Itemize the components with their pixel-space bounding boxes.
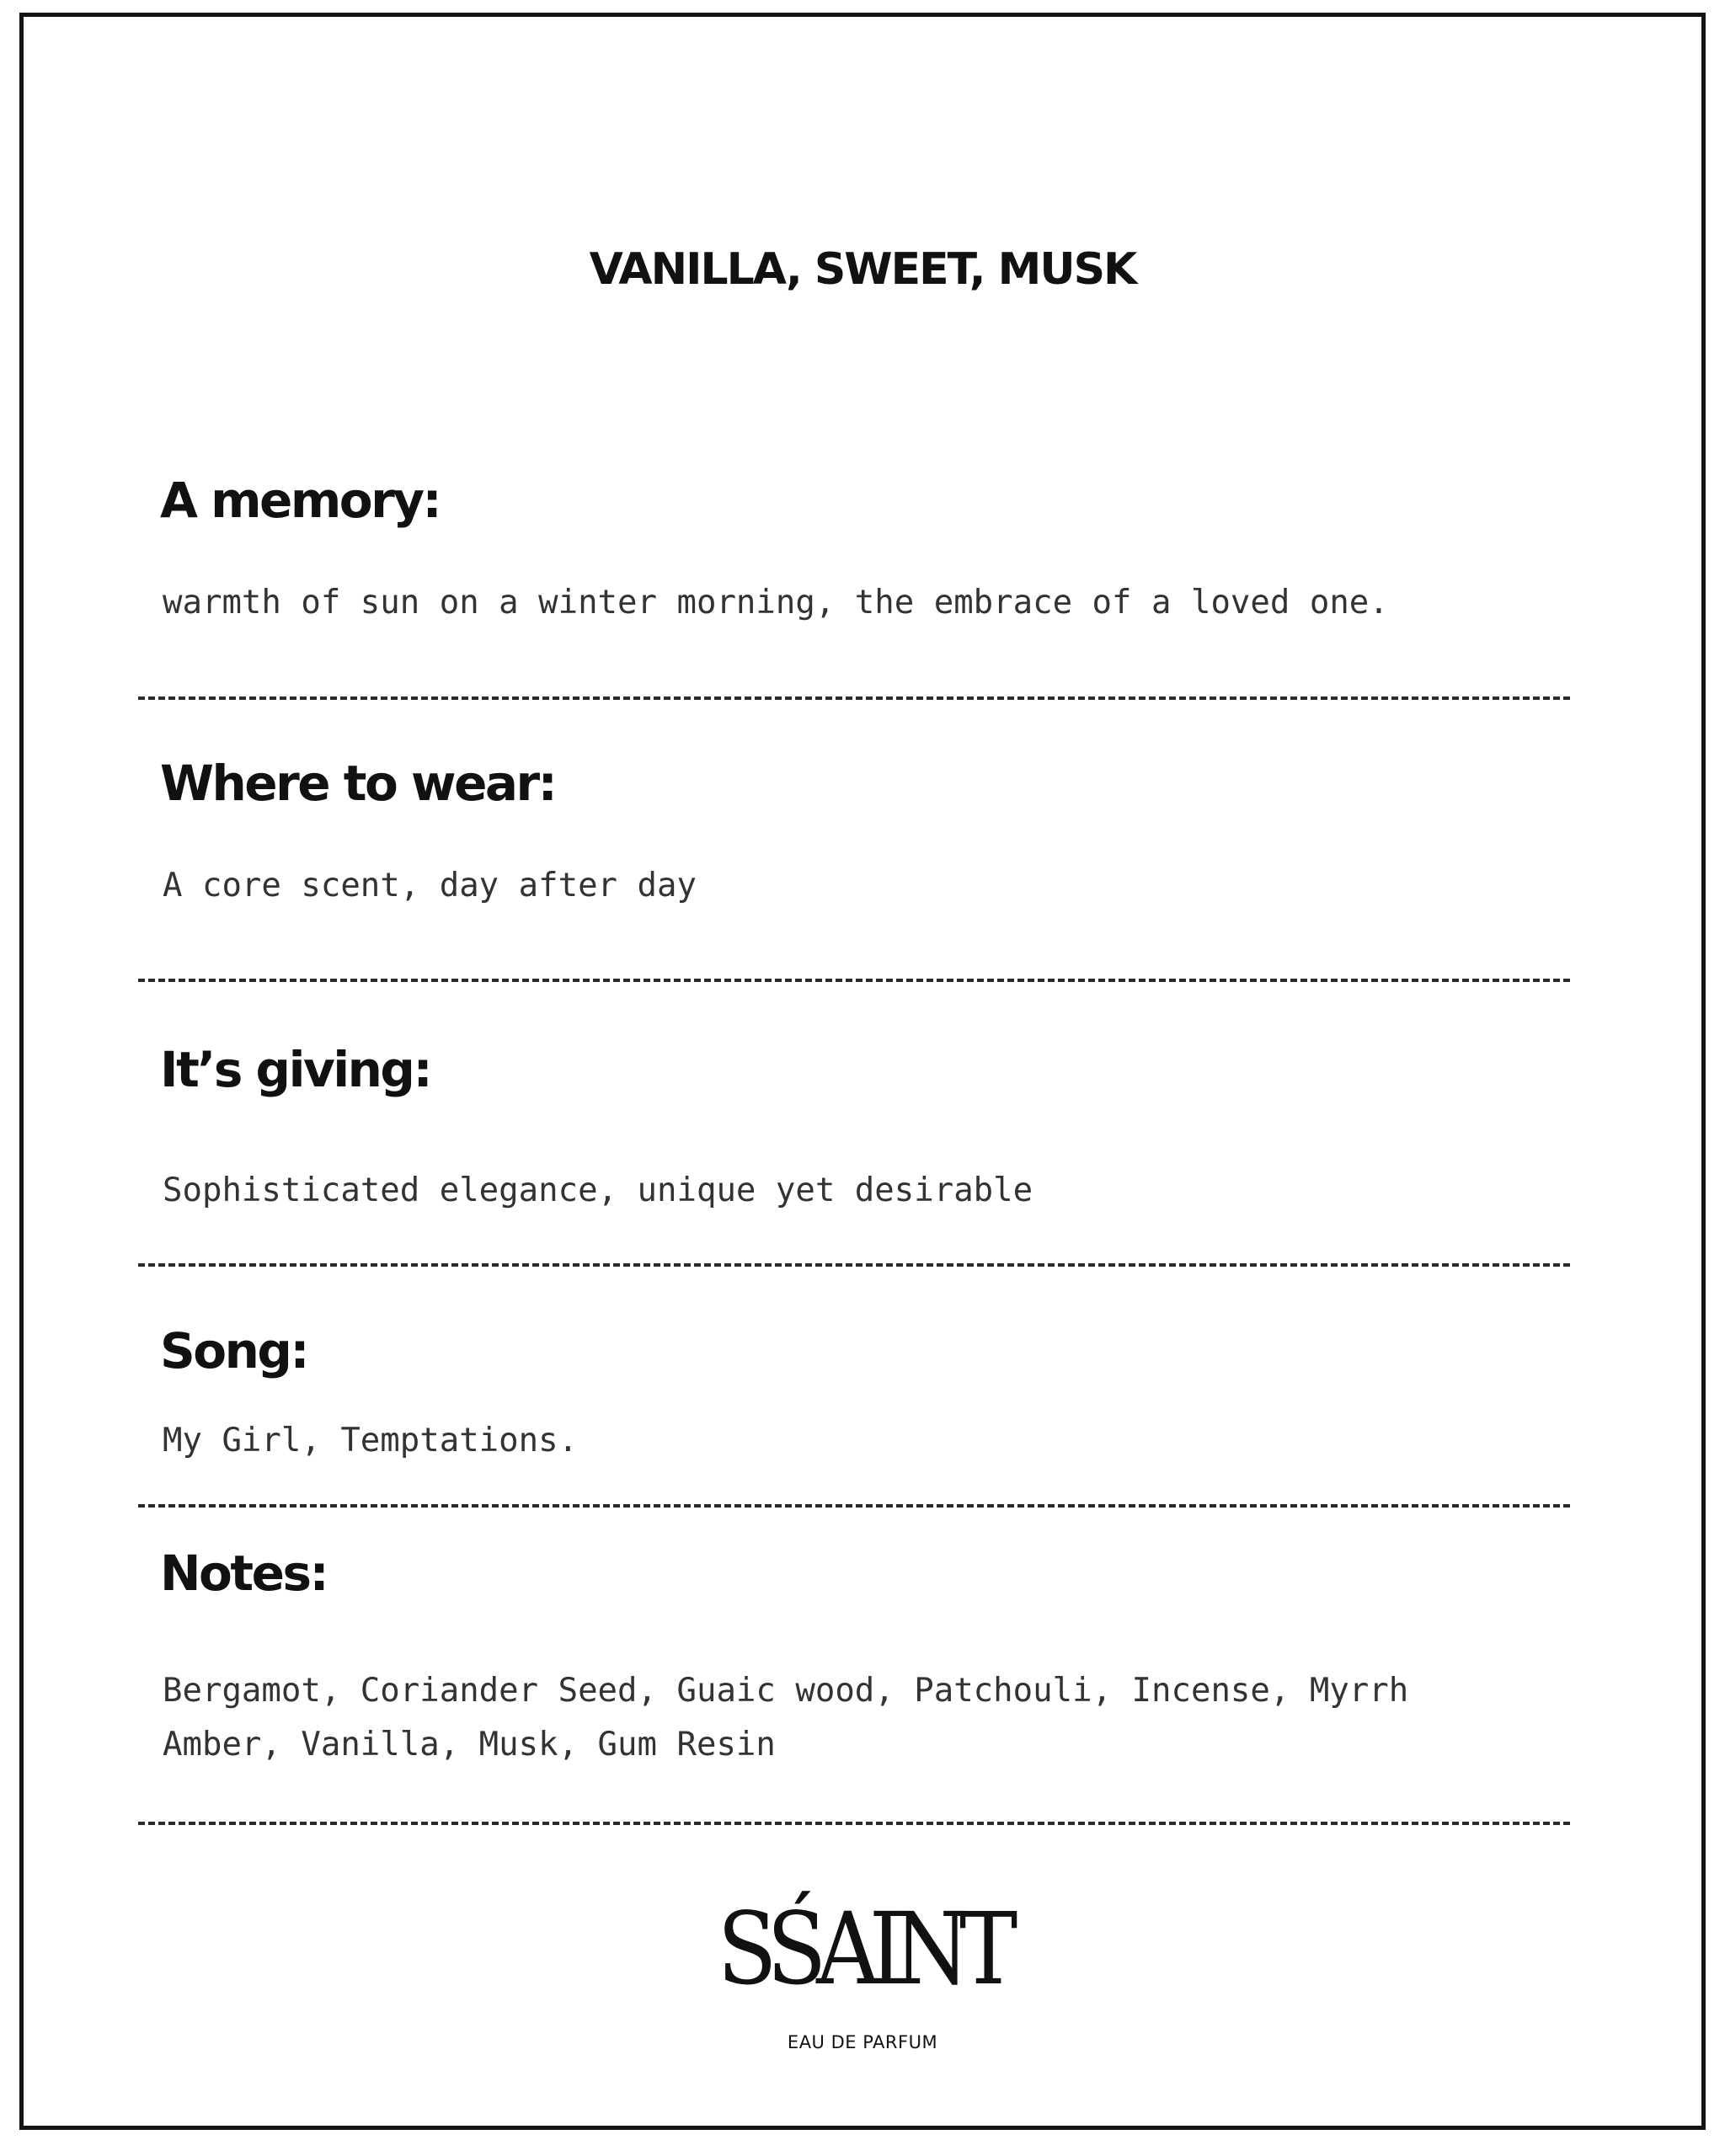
section-divider (138, 696, 1570, 700)
section-divider (138, 1822, 1570, 1825)
card-title: VANILLA, SWEET, MUSK (589, 244, 1136, 295)
brand-logo (24, 1891, 1701, 2007)
brand-logo-mark: SŚAINT (717, 1891, 1008, 2007)
section-divider (138, 1263, 1570, 1267)
section-text-song: My Girl, Temptations. (163, 1422, 579, 1460)
section-text-its-giving: Sophisticated elegance, unique yet desirable (163, 1171, 1033, 1209)
section-heading-memory: A memory: (160, 472, 441, 529)
section-heading-notes: Notes: (160, 1545, 328, 1602)
section-heading-where-to-wear: Where to wear: (160, 755, 556, 812)
section-divider (138, 979, 1570, 982)
section-text-notes-line-1: Bergamot, Coriander Seed, Guaic wood, Patchouli, Incense, Myrrh (163, 1672, 1409, 1710)
section-text-where-to-wear: A core scent, day after day (163, 867, 697, 905)
section-text-memory: warmth of sun on a winter morning, the embrace of a loved one. (163, 584, 1389, 622)
brand-tagline: EAU DE PARFUM (787, 2032, 938, 2052)
section-heading-song: Song: (160, 1322, 308, 1380)
section-text-notes-line-2: Amber, Vanilla, Musk, Gum Resin (163, 1726, 776, 1764)
section-heading-its-giving: It’s giving: (160, 1041, 431, 1098)
section-divider (138, 1504, 1570, 1508)
fragrance-card (19, 13, 1706, 2130)
